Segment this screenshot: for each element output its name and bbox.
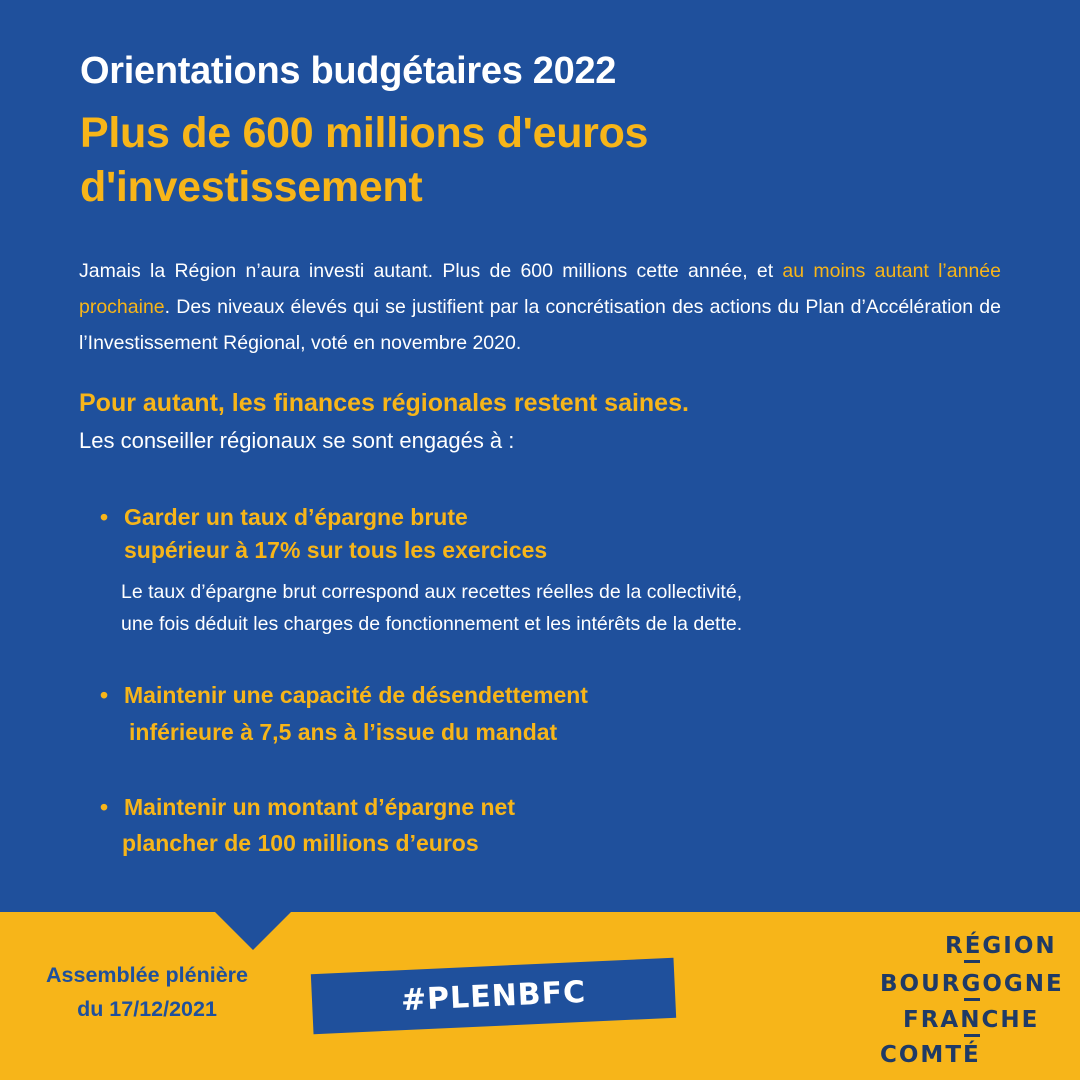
intro-text-1: Jamais la Région n’aura investi autant. Plus de 600 millions cette année, et xyxy=(79,260,783,282)
intro-paragraph xyxy=(79,253,1001,361)
hashtag-text: #PLENBFC xyxy=(400,974,587,1018)
assembly-line-2: du 17/12/2021 xyxy=(77,997,217,1021)
bullet-dot: • xyxy=(100,504,109,530)
logo-bar xyxy=(964,998,980,1001)
lead-text: Pour autant, les finances régionales restent saines xyxy=(79,389,682,417)
intro-highlight: au moins autant l’année prochaine xyxy=(79,260,1001,318)
logo-line-2: BOURGOGNE xyxy=(880,971,1064,997)
commitment-line-1: Maintenir une capacité de désendettement xyxy=(124,682,588,708)
headline xyxy=(80,106,780,214)
lead-statement xyxy=(79,386,979,420)
logo-line-3: FRANCHE xyxy=(903,1007,1040,1033)
logo-line-1: RÉGION xyxy=(945,933,1057,959)
bullet-dot: • xyxy=(100,794,109,820)
lead-dot: . xyxy=(682,389,689,417)
region-logo xyxy=(878,930,1068,1070)
intro-text-2: . Des niveaux élevés qui se justifient par la concrétisation des actions du Plan d’Accélération de l’Investissement Régional, voté en novembre 2020. xyxy=(79,296,1001,354)
assembly-line-1: Assemblée plénière xyxy=(46,963,248,987)
headline-line-2: d'investissement xyxy=(80,163,423,211)
commitment-note xyxy=(121,576,981,640)
headline-line-1: Plus de 600 millions d'euros xyxy=(80,109,649,157)
commitment-line-2: plancher de 100 millions d’euros xyxy=(122,830,479,856)
logo-bar xyxy=(964,1034,980,1037)
assembly-date xyxy=(22,958,272,1026)
commitment-line-1: Maintenir un montant d’épargne net xyxy=(124,794,516,820)
page-title: Orientations budgétaires 2022 xyxy=(80,50,617,92)
note-line-1: Le taux d’épargne brut correspond aux recettes réelles de la collectivité, xyxy=(121,581,743,603)
note-line-2: une fois déduit les charges de fonctionnement et les intérêts de la dette. xyxy=(121,613,743,635)
speech-notch xyxy=(215,912,291,950)
bullet-dot: • xyxy=(100,682,109,708)
commitments-intro: Les conseiller régionaux se sont engagés à : xyxy=(79,428,515,453)
logo-bar xyxy=(964,960,980,963)
commitment-line-2: inférieure à 7,5 ans à l’issue du mandat xyxy=(129,719,558,745)
commitment-line-2: supérieur à 17% sur tous les exercices xyxy=(124,537,548,563)
commitment-line-1: Garder un taux d’épargne brute xyxy=(124,504,468,530)
logo-line-4: COMTÉ xyxy=(880,1042,981,1068)
